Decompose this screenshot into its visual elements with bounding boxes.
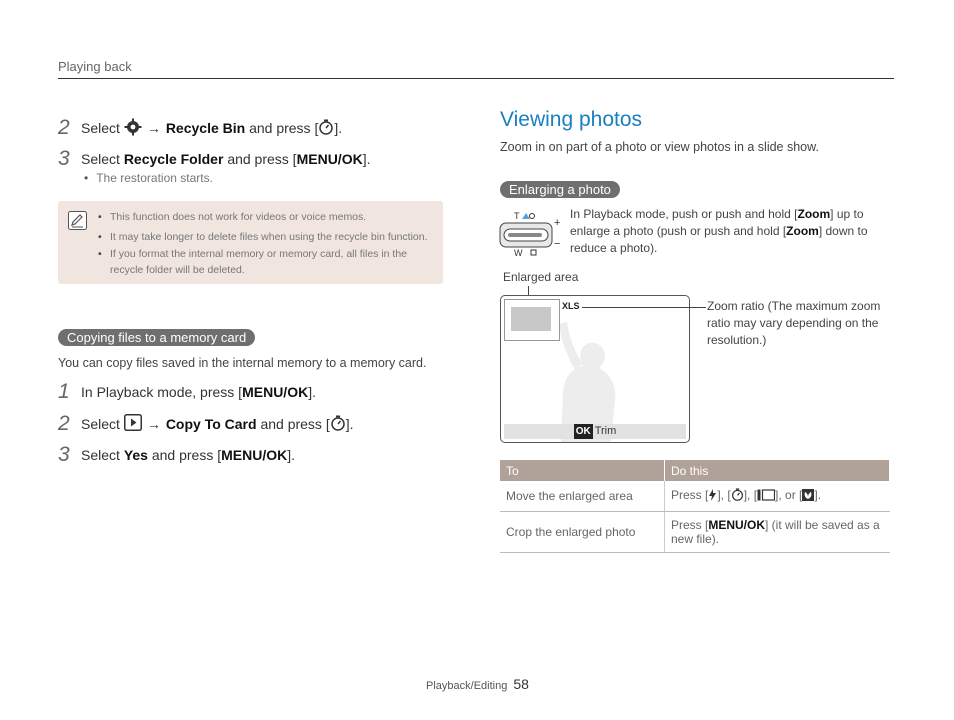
- zoom-instruction-part: ] up to enlarge a photo (push or push and hold [: [570, 207, 864, 238]
- footer-section-label: Playback/Editing: [426, 680, 508, 692]
- table-row: [500, 481, 890, 512]
- step-post: ].: [308, 384, 316, 400]
- timer-icon: [330, 415, 346, 434]
- note-item: • If you format the internal memory or memory card, all files in the recycle folder will be deleted.: [98, 246, 438, 278]
- timer-icon: [731, 488, 744, 504]
- lever-label-w: W: [514, 248, 523, 258]
- arrow: →: [146, 416, 161, 432]
- enlarged-area-label: Enlarged area: [503, 270, 579, 284]
- note-list: [98, 209, 438, 278]
- step-number: 3: [58, 147, 70, 170]
- step-target: Recycle Folder: [123, 151, 224, 167]
- note-item: • It may take longer to delete files when using the recycle bin function.: [98, 229, 438, 245]
- zoom-ratio-label: Zoom ratio (The maximum zoom ratio may vary depending on the resolution.): [707, 299, 881, 347]
- trim-label: Trim: [594, 425, 617, 437]
- zoom-instruction: [570, 206, 885, 257]
- header-section-label: Playing back: [58, 59, 132, 74]
- table-cell-to: Move the enlarged area: [500, 481, 665, 512]
- copy-step-3: [58, 443, 295, 467]
- settings-icon: [124, 118, 142, 139]
- enlarge-heading-pill: Enlarging a photo: [500, 181, 620, 198]
- zoom-lever-icon: [498, 211, 562, 259]
- step-key: MENU/OK: [242, 384, 309, 400]
- cell-key: MENU/OK: [708, 518, 766, 532]
- step-mid: and press [: [249, 120, 319, 136]
- cell-text: ], [: [717, 488, 731, 503]
- step-pre: Select: [81, 120, 120, 136]
- restoration-bullet: • The restoration starts.: [84, 171, 213, 185]
- arrow: →: [146, 120, 161, 136]
- page-footer: [426, 676, 529, 692]
- step-target: Recycle Bin: [165, 120, 246, 136]
- step-number: 2: [58, 412, 70, 435]
- ok-button-icon: OK: [575, 426, 591, 437]
- display-icon: [757, 489, 775, 504]
- table-cell-do: [665, 481, 890, 512]
- cell-text: Press [: [671, 518, 709, 532]
- zoom-operations-table: [500, 460, 890, 553]
- zoom-key: Zoom: [797, 207, 831, 221]
- table-cell-do: [665, 512, 890, 553]
- copy-step-1: [58, 380, 316, 404]
- step-mid: and press [: [260, 416, 330, 432]
- lever-label-minus: −: [554, 238, 561, 250]
- step-number: 2: [58, 116, 70, 139]
- table-header-row: [500, 460, 890, 481]
- step-pre: Select: [81, 151, 120, 167]
- recycle-step-3: [58, 147, 370, 171]
- zoom-instruction-part: In Playback mode, push or push and hold [: [570, 207, 798, 221]
- lever-label-plus: +: [554, 217, 561, 229]
- step-number: 3: [58, 443, 70, 466]
- step-pre: In Playback mode, press [: [81, 384, 243, 400]
- copy-step-2: [58, 412, 354, 436]
- playback-icon: [124, 414, 142, 434]
- zoom-key: Zoom: [786, 224, 819, 238]
- section-title: Viewing photos: [500, 108, 643, 131]
- zoom-ratio-leader: [582, 307, 706, 308]
- step-post: ].: [334, 120, 343, 136]
- zoom-ratio-indicator: XLS: [562, 301, 580, 311]
- flash-icon: [708, 489, 717, 504]
- step-post: ].: [345, 416, 354, 432]
- step-target: Copy To Card: [165, 416, 257, 432]
- table-row: [500, 512, 890, 553]
- lcd-preview: [500, 295, 690, 443]
- cell-text: ], [: [743, 488, 758, 503]
- zoom-instruction-part: ] down to reduce a photo).: [570, 224, 868, 255]
- cell-text: ] (it will be saved as a new file).: [671, 518, 880, 546]
- timer-icon: [318, 119, 334, 138]
- step-mid: and press [: [151, 447, 222, 463]
- cell-text: ], or [: [775, 488, 803, 503]
- step-key: MENU/OK: [221, 447, 288, 463]
- recycle-step-2: [58, 116, 342, 140]
- note-pencil-icon: [68, 211, 87, 230]
- page-number: 58: [513, 676, 529, 692]
- step-key: MENU/OK: [296, 151, 363, 167]
- step-post: ].: [287, 447, 296, 463]
- step-number: 1: [58, 380, 70, 403]
- note-box: [58, 201, 443, 284]
- step-mid: and press [: [227, 151, 297, 167]
- copy-intro: You can copy files saved in the internal memory to a memory card.: [58, 356, 427, 370]
- section-intro: Zoom in on part of a photo or view photos in a slide show.: [500, 140, 819, 154]
- note-item: • This function does not work for videos or voice memos.: [98, 209, 438, 225]
- step-pre: Select: [81, 447, 120, 463]
- step-post: ].: [362, 151, 371, 167]
- header-rule: [58, 78, 894, 79]
- zoom-navigator-frame: [504, 299, 560, 341]
- lever-label-t: T: [514, 211, 520, 221]
- cell-text: ].: [814, 488, 822, 503]
- step-target: Yes: [123, 447, 148, 463]
- cell-text: Press [: [671, 488, 709, 503]
- step-pre: Select: [81, 416, 120, 432]
- lcd-bottom-bar: [504, 424, 686, 439]
- enlarged-area-box: [511, 307, 551, 331]
- table-header-to: To: [500, 460, 665, 481]
- table-header-do-this: Do this: [665, 460, 890, 481]
- table-cell-to: Crop the enlarged photo: [500, 512, 665, 553]
- macro-icon: [802, 489, 814, 504]
- copy-heading-pill: Copying files to a memory card: [58, 329, 255, 346]
